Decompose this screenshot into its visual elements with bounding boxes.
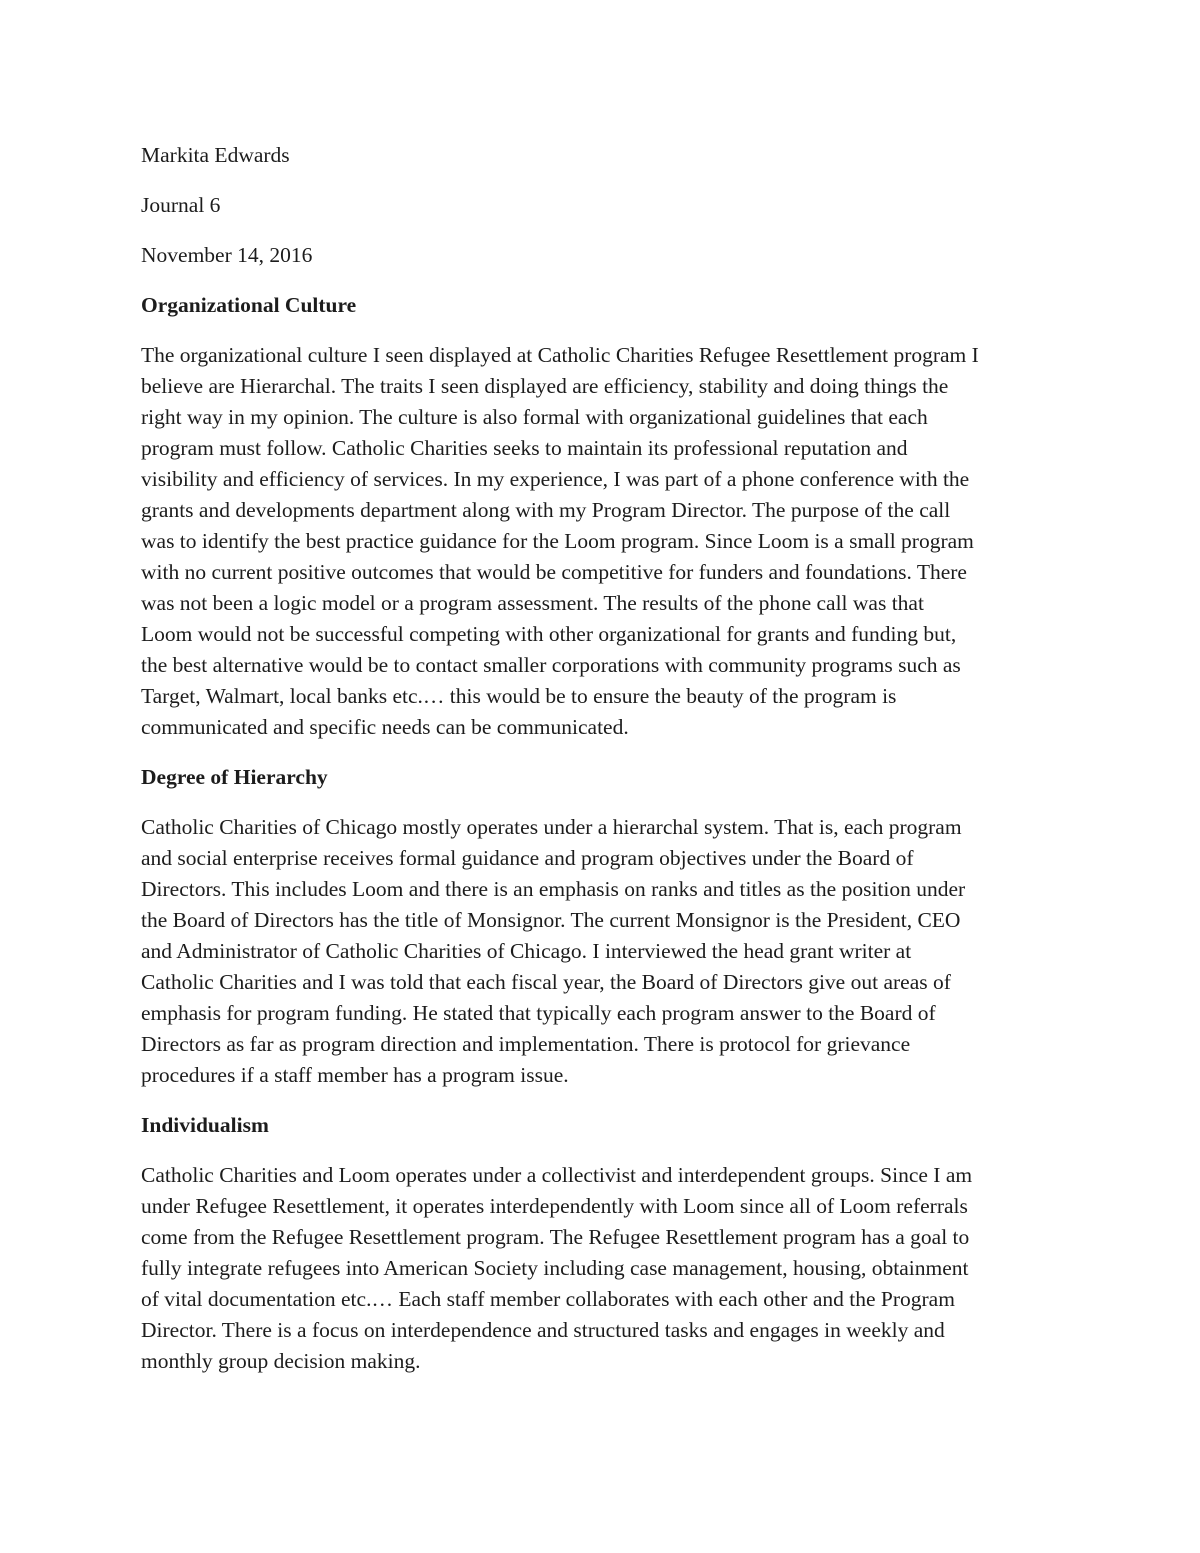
paragraph-line: grants and developments department along with my Program Director. The purpose of the call (141, 498, 951, 522)
paragraph-line: Catholic Charities and I was told that each fiscal year, the Board of Directors give out areas of (141, 970, 951, 994)
document-body (141, 140, 1066, 1396)
paragraph-line: come from the Refugee Resettlement program. The Refugee Resettlement program has a goal to (141, 1225, 970, 1249)
paragraph-line: Directors. This includes Loom and there is an emphasis on ranks and titles as the position under (141, 877, 966, 901)
section-paragraph (141, 1160, 1066, 1377)
paragraph-line: Directors as far as program direction and implementation. There is protocol for grievance (141, 1032, 911, 1056)
paragraph-line: Director. There is a focus on interdependence and structured tasks and engages in weekly and (141, 1318, 945, 1342)
paragraph-line: emphasis for program funding. He stated that typically each program answer to the Board of (141, 1001, 936, 1025)
paragraph-line: Catholic Charities and Loom operates under a collectivist and interdependent groups. Since I am (141, 1163, 973, 1187)
paragraph-line: was not been a logic model or a program assessment. The results of the phone call was that (141, 591, 924, 615)
paragraph-line: the Board of Directors has the title of Monsignor. The current Monsignor is the President, CEO (141, 908, 961, 932)
paragraph-line: and Administrator of Catholic Charities of Chicago. I interviewed the head grant writer at (141, 939, 912, 963)
paragraph-line: of vital documentation etc.… Each staff member collaborates with each other and the Program (141, 1287, 955, 1311)
section-heading: Degree of Hierarchy (141, 765, 328, 789)
paragraph-line: fully integrate refugees into American Society including case management, housing, obtainment (141, 1256, 969, 1280)
paragraph-line: The organizational culture I seen displayed at Catholic Charities Refugee Resettlement program I (141, 343, 979, 367)
paragraph-line: Loom would not be successful competing with other organizational for grants and funding but, (141, 622, 957, 646)
section-degree-of-hierarchy (141, 762, 1066, 1091)
paragraph-line: was to identify the best practice guidance for the Loom program. Since Loom is a small program (141, 529, 974, 553)
section-individualism (141, 1110, 1066, 1377)
paragraph-line: with no current positive outcomes that would be competitive for funders and foundations. There (141, 560, 967, 584)
paragraph-line: believe are Hierarchal. The traits I seen displayed are efficiency, stability and doing things the (141, 374, 949, 398)
paragraph-line: procedures if a staff member has a program issue. (141, 1063, 569, 1087)
section-organizational-culture (141, 290, 1066, 743)
paragraph-line: Target, Walmart, local banks etc.… this would be to ensure the beauty of the program is (141, 684, 897, 708)
paragraph-line: under Refugee Resettlement, it operates interdependently with Loom since all of Loom referrals (141, 1194, 968, 1218)
paragraph-line: program must follow. Catholic Charities seeks to maintain its professional reputation and (141, 436, 908, 460)
paragraph-line: monthly group decision making. (141, 1349, 421, 1373)
section-heading: Organizational Culture (141, 293, 357, 317)
author-name: Markita Edwards (141, 143, 290, 167)
paragraph-line: Catholic Charities of Chicago mostly operates under a hierarchal system. That is, each program (141, 815, 962, 839)
paragraph-line: visibility and efficiency of services. In my experience, I was part of a phone conference with the (141, 467, 970, 491)
document-date: November 14, 2016 (141, 243, 313, 267)
paragraph-line: communicated and specific needs can be communicated. (141, 715, 629, 739)
assignment-title: Journal 6 (141, 193, 221, 217)
section-heading: Individualism (141, 1113, 269, 1137)
section-paragraph (141, 340, 1066, 743)
paragraph-line: and social enterprise receives formal guidance and program objectives under the Board of (141, 846, 914, 870)
section-paragraph (141, 812, 1066, 1091)
paragraph-line: right way in my opinion. The culture is also formal with organizational guidelines that each (141, 405, 928, 429)
paragraph-line: the best alternative would be to contact smaller corporations with community programs such as (141, 653, 961, 677)
